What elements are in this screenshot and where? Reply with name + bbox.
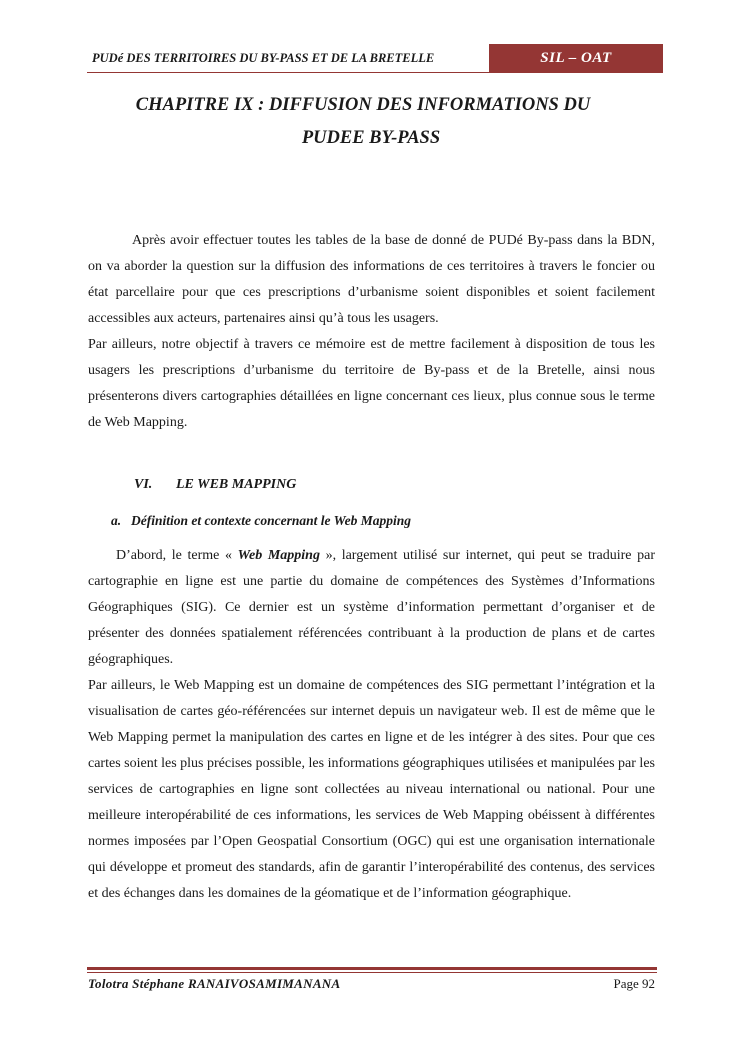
intro-paragraph-1: Après avoir effectuer toutes les tables de la base de donné de PUDé By-pass dans la BDN, on va aborder la question sur la diffusion des informations de ces territoires à travers le foncier ou état parcellaire pour que ces prescriptions d’urbanisme soient disponibles et soient facilement accessibles aux acteurs, partenaires ainsi qu’à tous les usagers. xyxy=(88,233,655,326)
chapter-title-line2: PUDEE BY-PASS xyxy=(301,128,441,148)
footer-divider-thick xyxy=(87,967,657,970)
section-number: VI. xyxy=(134,477,153,492)
intro-paragraph-2: Par ailleurs, notre objectif à travers ce mémoire est de mettre facilement à disposition de tous les usagers les prescriptions d’urbanisme du territoire de By-pass et de la Bretelle, ainsi nous présenterons divers cartographies détaillées en ligne concernant ces lieux, plus connue sous le terme de Web Mapping. xyxy=(88,337,655,430)
chapter-title xyxy=(88,89,654,155)
section-title: LE WEB MAPPING xyxy=(176,477,297,492)
footer-divider-thin xyxy=(87,972,657,973)
header-divider xyxy=(87,72,663,73)
header-title: PUDé DES TERRITOIRES DU BY-PASS ET DE LA BRETELLE xyxy=(92,51,435,65)
subsection-letter: a. xyxy=(111,513,122,528)
header-badge: SIL – OAT xyxy=(489,44,663,72)
body-paragraph-1-end: », largement utilisé sur internet, qui peut se traduire par cartographie en ligne est une partie du domaine de compétences des Systèmes d’Informations Géographiques (SIG). Ce dernier est un système d’information permettant d’organiser et de présenter des données spatialement référencées contribuant à la production de plans et de cartes géographiques. xyxy=(88,548,656,667)
chapter-title-line1: CHAPITRE IX : DIFFUSION DES INFORMATIONS DU xyxy=(135,95,591,115)
footer-author: Tolotra Stéphane RANAIVOSAMIMANANA xyxy=(88,976,341,991)
subsection-title: Définition et contexte concernant le Web Mapping xyxy=(131,513,411,528)
web-mapping-term: Web Mapping xyxy=(237,548,320,563)
body-paragraph-2: Par ailleurs, le Web Mapping est un domaine de compétences des SIG permettant l’intégration et la visualisation de cartes géo-référencées sur internet depuis un navigateur web. Il est de même que le Web Mapping permet la manipulation des cartes en ligne et de les intégrer à des sites. Pour que ces cartes soient les plus précises possible, les informations géographiques utilisées et manipulées par les services de cartographies en ligne sont collectées au niveau international ou national. Pour une meilleure interopérabilité de ces informations, les services de Web Mapping obéissent à différentes normes imposées par l’Open Geospatial Consortium (OGC) qui est une organisation internationale qui développe et promeut des standards, afin de garantir l’interopérabilité des contenus, des services et des échanges dans les domaines de la géomatique et de l’information géographique. xyxy=(88,678,655,901)
page-number: Page 92 xyxy=(613,976,655,991)
subsection-heading xyxy=(111,513,411,529)
section-heading xyxy=(134,477,296,493)
body-paragraph-1 xyxy=(88,543,655,673)
body-paragraph-1-start: D’abord, le terme « xyxy=(116,548,238,563)
